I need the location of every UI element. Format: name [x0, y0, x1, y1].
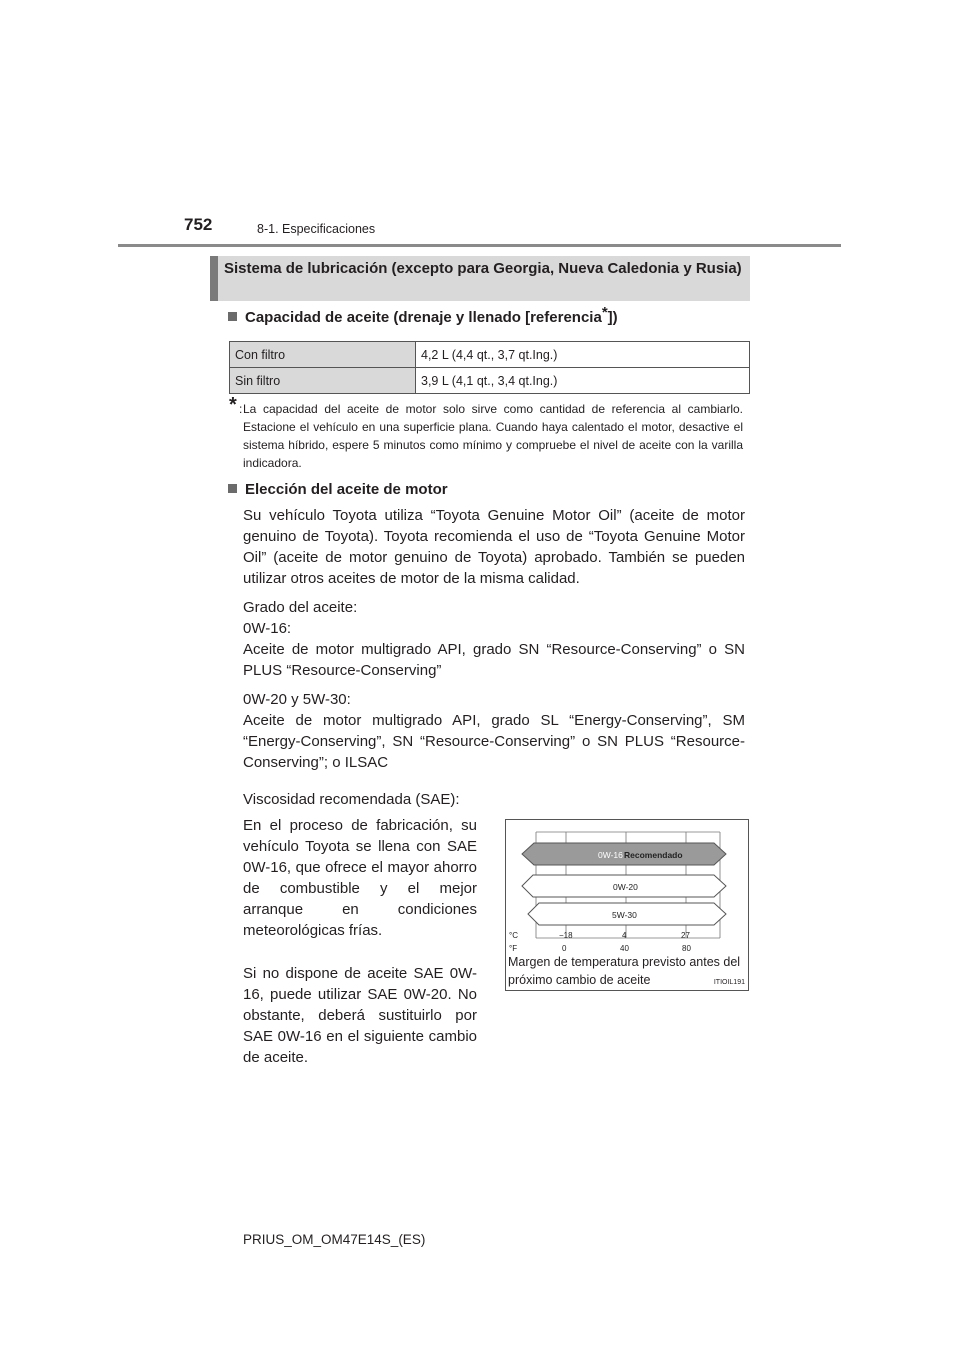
bar-5w30-label: 5W-30 — [612, 910, 637, 920]
unit-fahrenheit: °F — [509, 944, 518, 953]
table-row — [230, 342, 750, 368]
grade-0w16 — [243, 618, 745, 681]
tick-fahrenheit: 0 — [562, 944, 567, 953]
table-row — [230, 368, 750, 394]
tick-fahrenheit: 80 — [682, 944, 691, 953]
oil-choice-heading-text: Elección del aceite de motor — [245, 481, 448, 498]
footnote-asterisk: * — [229, 394, 237, 416]
grade-0w16-title: 0W-16: — [243, 620, 292, 637]
tick-celsius: 27 — [681, 931, 690, 940]
oil-intro-paragraph: Su vehículo Toyota utiliza “Toyota Genuine Motor Oil” (aceite de motor genuino de Toyota). Toyota recomienda el uso de “Toyota Genuine Motor Oil” (aceite de motor genuino de Toyota) aprobado. También se pueden utilizar otros aceites de motor de la misma calidad. — [243, 507, 745, 587]
viscosity-figure — [505, 819, 749, 991]
grade-0w20 — [243, 689, 745, 773]
banner-title: Sistema de lubricación (excepto para Georgia, Nueva Caledonia y Rusia) — [224, 260, 742, 277]
capacity-heading-text: Capacidad de aceite (drenaje y llenado [referencia — [245, 309, 602, 326]
table-cell-label: Sin filtro — [230, 368, 416, 394]
table-cell-value: 4,2 L (4,4 qt., 3,7 qt.Ing.) — [416, 342, 750, 368]
section-banner — [210, 256, 750, 301]
capacity-table — [229, 341, 750, 394]
grade-0w20-text: Aceite de motor multigrado API, grado SL “Energy-Conserving”, SM “Energy-Conserving”, SN “Resource-Conserving” o SN PLUS “Resource-Conserving”; o ILSAC — [243, 712, 745, 771]
document-code: PRIUS_OM_OM47E14S_(ES) — [243, 1232, 426, 1247]
capacity-heading-end: ]) — [607, 309, 618, 326]
factory-fill-paragraph: En el proceso de fabricación, su vehículo Toyota se llena con SAE 0W-16, que ofrece el mayor ahorro de combustible y el mejor arranque en condiciones meteorológicas frías. — [243, 817, 477, 939]
square-bullet-icon — [228, 312, 237, 321]
reference-asterisk: * — [601, 304, 608, 321]
square-bullet-icon — [228, 484, 237, 493]
table-cell-label: Con filtro — [230, 342, 416, 368]
grade-0w16-text: Aceite de motor multigrado API, grado SN “Resource-Conserving” o SN PLUS “Resource-Conserving” — [243, 641, 745, 679]
viscosity-label: Viscosidad recomendada (SAE): — [243, 791, 460, 808]
bar-0w16-label: 0W-16 — [598, 850, 623, 860]
header-rule — [118, 244, 841, 247]
tick-celsius: 4 — [622, 931, 627, 940]
alternative-oil-paragraph: Si no dispone de aceite SAE 0W-16, puede utilizar SAE 0W-20. No obstante, deberá sustituirlo por SAE 0W-16 en el siguiente cambio de aceite. — [243, 965, 477, 1066]
bar-0w20-label: 0W-20 — [613, 882, 638, 892]
tick-fahrenheit: 40 — [620, 944, 629, 953]
capacity-footnote: * : La capacidad del aceite de motor solo sirve como cantidad de referencia al cambiarlo. Estacione el vehículo en una superficie plana. Cuando haya calentado el motor, desactive el sistema híbrido, espere 5 minutos como mínimo y compruebe el nivel de aceite con la varilla indicadora. — [229, 394, 743, 470]
grade-0w20-title: 0W-20 y 5W-30: — [243, 691, 351, 708]
banner-accent — [210, 256, 218, 301]
capacity-heading — [228, 304, 618, 326]
footnote-text: La capacidad del aceite de motor solo sirve como cantidad de referencia al cambiarlo. Estacione el vehículo en una superficie plana. Cuando haya calentado el motor, desactive el sistema híbrido, espere 5 minutos como mínimo y compruebe el nivel de aceite con la varilla indicadora. — [243, 402, 743, 470]
page-number: 752 — [184, 215, 213, 234]
unit-celsius: °C — [509, 931, 518, 940]
tick-celsius: −18 — [559, 931, 573, 940]
figure-id: ITIOIL191 — [713, 979, 745, 986]
figure-caption: Margen de temperatura previsto antes del próximo cambio de aceite — [508, 955, 741, 987]
section-title: 8-1. Especificaciones — [257, 222, 376, 236]
bar-0w16-tag: Recomendado — [624, 850, 683, 860]
oil-choice-heading — [228, 481, 448, 498]
grade-label: Grado del aceite: — [243, 599, 358, 616]
table-cell-value: 3,9 L (4,1 qt., 3,4 qt.Ing.) — [416, 368, 750, 394]
